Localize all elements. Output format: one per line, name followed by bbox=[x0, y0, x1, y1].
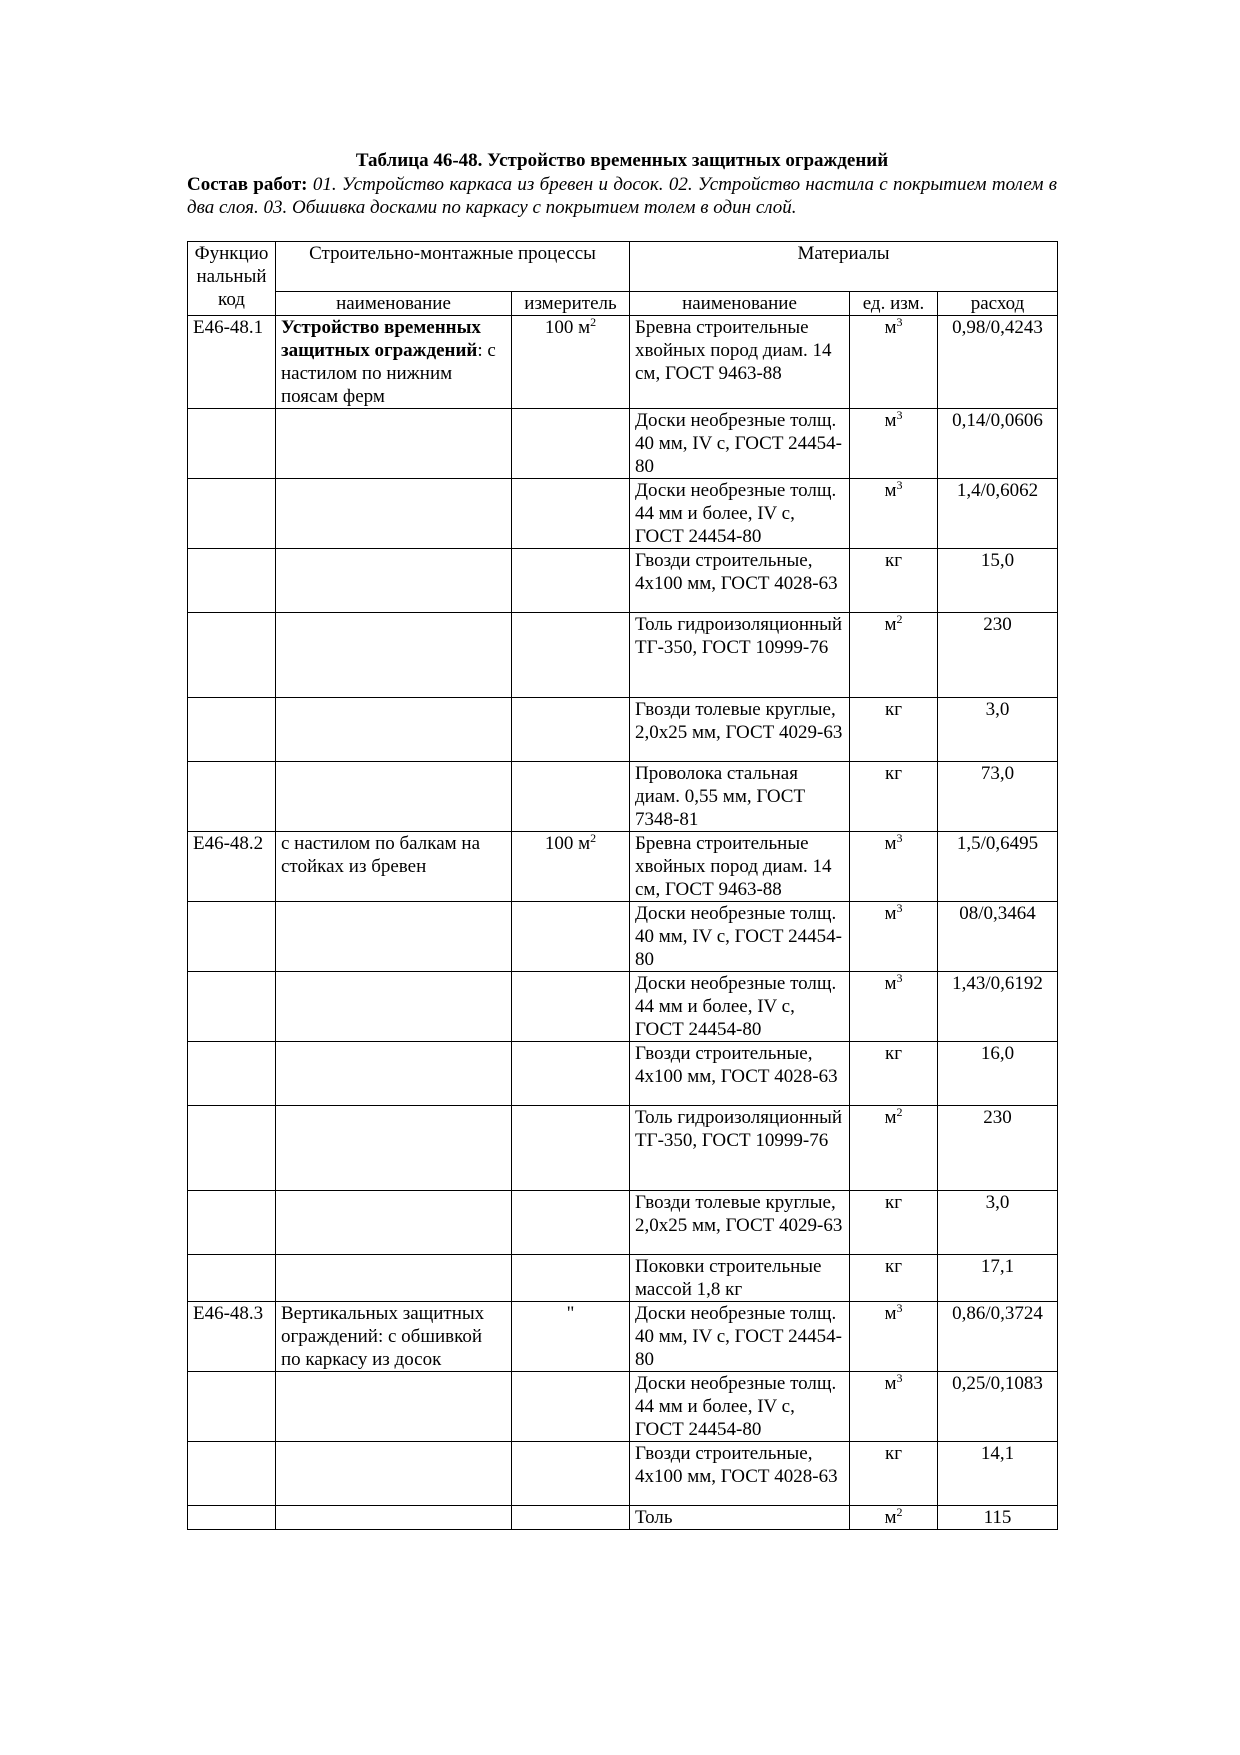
material-text: Доски необрезные толщ. 44 мм и более, IV с, ГОСТ 24454-80 bbox=[635, 480, 837, 547]
cell-material-unit bbox=[850, 902, 938, 972]
cell-material-unit bbox=[850, 613, 938, 698]
table-row bbox=[188, 1042, 1058, 1106]
material-text: Толь bbox=[635, 1507, 673, 1528]
cell-material-unit bbox=[850, 762, 938, 832]
cell-code bbox=[188, 762, 276, 832]
material-text: Гвозди толевые круглые, 2,0x25 мм, ГОСТ 4029-63 bbox=[635, 1192, 843, 1236]
unit-text: м bbox=[884, 1303, 897, 1324]
cell-process-name bbox=[276, 1506, 512, 1530]
cell-material-rate bbox=[938, 1302, 1058, 1372]
cell-material-name bbox=[630, 316, 850, 409]
cell-material-name bbox=[630, 1106, 850, 1191]
cell-material-rate bbox=[938, 1442, 1058, 1506]
cell-material-rate bbox=[938, 1255, 1058, 1302]
cell-material-name bbox=[630, 1042, 850, 1106]
cell-material-name bbox=[630, 1442, 850, 1506]
cell-material-rate bbox=[938, 1506, 1058, 1530]
composition-text: 01. Устройство каркаса из бревен и досок. 02. Устройство настила с покрытием толем в два слоя. 03. Обшивка досками по каркасу с покрытием толем в один слой. bbox=[187, 174, 1057, 218]
process-name-text: : с настилом по нижним поясам ферм bbox=[281, 340, 496, 407]
measure-text: 100 м bbox=[544, 833, 591, 854]
measure-text: 100 м bbox=[544, 317, 591, 338]
cell-code bbox=[188, 549, 276, 613]
material-text: Доски необрезные толщ. 40 мм, IV с, ГОСТ 24454-80 bbox=[635, 410, 843, 477]
material-text: Проволока стальная диам. 0,55 мм, ГОСТ 7348-81 bbox=[635, 763, 806, 830]
cell-material-unit bbox=[850, 1042, 938, 1106]
cell-process-measure bbox=[512, 832, 630, 902]
cell-process-name bbox=[276, 1372, 512, 1442]
unit-exponent: 3 bbox=[896, 315, 903, 329]
unit-exponent: 3 bbox=[896, 971, 903, 985]
rate-text: 3,0 bbox=[985, 699, 1010, 720]
rate-text: 1,5/0,6495 bbox=[956, 833, 1039, 854]
process-name-text: с настилом по балкам на стойках из бревен bbox=[281, 833, 480, 877]
unit-text: м bbox=[884, 903, 897, 924]
cell-process-measure bbox=[512, 902, 630, 972]
table-row bbox=[188, 613, 1058, 698]
unit-text: кг bbox=[884, 699, 903, 720]
material-text: Гвозди строительные, 4x100 мм, ГОСТ 4028-63 bbox=[635, 550, 838, 594]
cell-material-unit bbox=[850, 1191, 938, 1255]
cell-material-name bbox=[630, 549, 850, 613]
unit-exponent: 3 bbox=[896, 831, 903, 845]
code-text: Е46-48.2 bbox=[193, 833, 264, 854]
cell-process-name bbox=[276, 316, 512, 409]
unit-exponent: 3 bbox=[896, 478, 903, 492]
unit-text: кг bbox=[884, 763, 903, 784]
cell-process-name bbox=[276, 479, 512, 549]
cell-material-rate bbox=[938, 316, 1058, 409]
table-row bbox=[188, 1442, 1058, 1506]
unit-text: м bbox=[884, 480, 897, 501]
cell-process-name bbox=[276, 1442, 512, 1506]
unit-exponent: 3 bbox=[896, 901, 903, 915]
cell-material-unit bbox=[850, 972, 938, 1042]
cell-material-unit bbox=[850, 409, 938, 479]
cell-process-measure bbox=[512, 479, 630, 549]
code-text: Е46-48.1 bbox=[193, 317, 264, 338]
cell-code bbox=[188, 1106, 276, 1191]
cell-material-unit bbox=[850, 316, 938, 409]
cell-material-name bbox=[630, 698, 850, 762]
cell-code bbox=[188, 972, 276, 1042]
measure-exponent: 2 bbox=[590, 315, 597, 329]
cell-process-measure bbox=[512, 1506, 630, 1530]
cell-material-rate bbox=[938, 832, 1058, 902]
material-text: Бревна строительные хвойных пород диам. 14 см, ГОСТ 9463-88 bbox=[635, 833, 832, 900]
unit-text: м bbox=[884, 317, 897, 338]
cell-material-name bbox=[630, 1506, 850, 1530]
cell-process-name bbox=[276, 1042, 512, 1106]
header-processes: Строительно-монтажные процессы bbox=[276, 242, 630, 292]
header-materials: Материалы bbox=[630, 242, 1058, 292]
table-row bbox=[188, 1372, 1058, 1442]
table-row bbox=[188, 902, 1058, 972]
table-row bbox=[188, 1106, 1058, 1191]
cell-material-unit bbox=[850, 1106, 938, 1191]
rate-text: 0,14/0,0606 bbox=[952, 410, 1043, 431]
cell-code bbox=[188, 1442, 276, 1506]
cell-material-rate bbox=[938, 698, 1058, 762]
cell-code bbox=[188, 479, 276, 549]
cell-code bbox=[188, 613, 276, 698]
unit-text: кг bbox=[884, 1443, 903, 1464]
header-process-name: наименование bbox=[276, 292, 512, 316]
header-row-sub bbox=[188, 292, 1058, 316]
rate-text: 0,25/0,1083 bbox=[952, 1373, 1043, 1394]
unit-exponent: 3 bbox=[896, 1371, 903, 1385]
cell-material-name bbox=[630, 409, 850, 479]
material-text: Доски необрезные толщ. 40 мм, IV с, ГОСТ 24454-80 bbox=[635, 1303, 843, 1370]
measure-exponent: 2 bbox=[590, 831, 597, 845]
cell-process-name bbox=[276, 409, 512, 479]
process-name-bold: Устройство временных защитных ограждений bbox=[281, 317, 481, 361]
table-row bbox=[188, 832, 1058, 902]
cell-material-rate bbox=[938, 972, 1058, 1042]
cell-material-unit bbox=[850, 549, 938, 613]
header-code: Функцио нальный код bbox=[188, 242, 276, 316]
header-material-unit: ед. изм. bbox=[850, 292, 938, 316]
rate-text: 16,0 bbox=[980, 1043, 1015, 1064]
cell-process-name bbox=[276, 549, 512, 613]
cell-process-measure bbox=[512, 1042, 630, 1106]
cell-process-measure bbox=[512, 1442, 630, 1506]
cell-material-unit bbox=[850, 479, 938, 549]
cell-material-rate bbox=[938, 1191, 1058, 1255]
cell-material-name bbox=[630, 832, 850, 902]
table-row bbox=[188, 1506, 1058, 1530]
cell-process-name bbox=[276, 832, 512, 902]
cell-process-name bbox=[276, 1255, 512, 1302]
unit-exponent: 2 bbox=[896, 1105, 903, 1119]
cell-process-name bbox=[276, 902, 512, 972]
cell-code bbox=[188, 316, 276, 409]
header-material-rate: расход bbox=[938, 292, 1058, 316]
rate-text: 0,86/0,3724 bbox=[952, 1303, 1043, 1324]
cell-material-unit bbox=[850, 1442, 938, 1506]
measure-text: " bbox=[566, 1303, 575, 1324]
cell-code bbox=[188, 832, 276, 902]
unit-text: кг bbox=[884, 1043, 903, 1064]
unit-text: м bbox=[884, 833, 897, 854]
unit-text: м bbox=[884, 973, 897, 994]
cell-material-unit bbox=[850, 1372, 938, 1442]
cell-process-measure bbox=[512, 698, 630, 762]
cell-material-rate bbox=[938, 1372, 1058, 1442]
unit-exponent: 2 bbox=[896, 612, 903, 626]
material-text: Бревна строительные хвойных пород диам. 14 см, ГОСТ 9463-88 bbox=[635, 317, 832, 384]
cell-process-name bbox=[276, 1302, 512, 1372]
cell-material-unit bbox=[850, 698, 938, 762]
cell-process-measure bbox=[512, 1302, 630, 1372]
cell-material-name bbox=[630, 972, 850, 1042]
cell-code bbox=[188, 698, 276, 762]
material-text: Толь гидроизоляционный ТГ-350, ГОСТ 10999-76 bbox=[635, 1107, 843, 1151]
cell-process-measure bbox=[512, 972, 630, 1042]
composition-lead: Состав работ: bbox=[187, 174, 308, 195]
rate-text: 73,0 bbox=[980, 763, 1015, 784]
unit-text: м bbox=[884, 1373, 897, 1394]
cell-code bbox=[188, 1302, 276, 1372]
rate-text: 17,1 bbox=[980, 1256, 1015, 1277]
cell-material-name bbox=[630, 613, 850, 698]
material-text: Доски необрезные толщ. 40 мм, IV с, ГОСТ 24454-80 bbox=[635, 903, 843, 970]
rate-text: 230 bbox=[983, 1107, 1012, 1128]
table-row bbox=[188, 479, 1058, 549]
cell-material-name bbox=[630, 479, 850, 549]
material-text: Доски необрезные толщ. 44 мм и более, IV с, ГОСТ 24454-80 bbox=[635, 973, 837, 1040]
material-text: Гвозди строительные, 4x100 мм, ГОСТ 4028-63 bbox=[635, 1043, 838, 1087]
cell-material-rate bbox=[938, 1106, 1058, 1191]
cell-material-name bbox=[630, 1302, 850, 1372]
cell-material-unit bbox=[850, 1255, 938, 1302]
cell-material-name bbox=[630, 902, 850, 972]
cell-process-name bbox=[276, 613, 512, 698]
table-row bbox=[188, 1255, 1058, 1302]
unit-exponent: 3 bbox=[896, 1301, 903, 1315]
table-row bbox=[188, 1191, 1058, 1255]
table-row bbox=[188, 972, 1058, 1042]
code-text: Е46-48.3 bbox=[193, 1303, 264, 1324]
cell-material-rate bbox=[938, 1042, 1058, 1106]
rate-text: 230 bbox=[983, 614, 1012, 635]
cell-material-rate bbox=[938, 479, 1058, 549]
table-row bbox=[188, 316, 1058, 409]
cell-material-rate bbox=[938, 762, 1058, 832]
header-process-measure: измеритель bbox=[512, 292, 630, 316]
table-title: Таблица 46-48. Устройство временных защитных ограждений bbox=[355, 150, 889, 171]
cell-process-measure bbox=[512, 1106, 630, 1191]
unit-text: кг bbox=[884, 550, 903, 571]
material-text: Доски необрезные толщ. 44 мм и более, IV с, ГОСТ 24454-80 bbox=[635, 1373, 837, 1440]
rate-text: 08/0,3464 bbox=[959, 903, 1036, 924]
work-composition bbox=[187, 173, 1057, 219]
table-row bbox=[188, 698, 1058, 762]
unit-exponent: 2 bbox=[896, 1505, 903, 1519]
cell-code bbox=[188, 1372, 276, 1442]
cell-material-name bbox=[630, 1255, 850, 1302]
table-row bbox=[188, 409, 1058, 479]
cell-process-measure bbox=[512, 409, 630, 479]
cell-material-rate bbox=[938, 549, 1058, 613]
table-row bbox=[188, 1302, 1058, 1372]
cell-process-measure bbox=[512, 1372, 630, 1442]
cell-code bbox=[188, 1042, 276, 1106]
cell-process-measure bbox=[512, 316, 630, 409]
cell-process-measure bbox=[512, 613, 630, 698]
rate-text: 1,4/0,6062 bbox=[956, 480, 1039, 501]
cell-process-measure bbox=[512, 1191, 630, 1255]
cell-process-measure bbox=[512, 1255, 630, 1302]
material-text: Гвозди строительные, 4x100 мм, ГОСТ 4028-63 bbox=[635, 1443, 838, 1487]
table-row bbox=[188, 762, 1058, 832]
rate-text: 1,43/0,6192 bbox=[952, 973, 1043, 994]
cell-process-name bbox=[276, 1191, 512, 1255]
unit-text: кг bbox=[884, 1192, 903, 1213]
cell-code bbox=[188, 409, 276, 479]
process-name-text: Вертикальных защитных ограждений: с обшивкой по каркасу из досок bbox=[281, 1303, 485, 1370]
cell-process-measure bbox=[512, 549, 630, 613]
unit-text: м bbox=[884, 614, 897, 635]
unit-text: м bbox=[884, 1107, 897, 1128]
cell-code bbox=[188, 1506, 276, 1530]
cell-material-rate bbox=[938, 613, 1058, 698]
cell-process-name bbox=[276, 698, 512, 762]
cell-process-name bbox=[276, 1106, 512, 1191]
cell-material-name bbox=[630, 1191, 850, 1255]
header-material-name: наименование bbox=[630, 292, 850, 316]
rate-text: 3,0 bbox=[985, 1192, 1010, 1213]
unit-exponent: 3 bbox=[896, 408, 903, 422]
cell-material-unit bbox=[850, 1302, 938, 1372]
cell-material-rate bbox=[938, 902, 1058, 972]
cell-process-name bbox=[276, 762, 512, 832]
cell-material-rate bbox=[938, 409, 1058, 479]
norms-table bbox=[187, 241, 1058, 1530]
material-text: Толь гидроизоляционный ТГ-350, ГОСТ 10999-76 bbox=[635, 614, 843, 658]
cell-process-measure bbox=[512, 762, 630, 832]
cell-code bbox=[188, 1255, 276, 1302]
unit-text: м bbox=[884, 1507, 897, 1528]
header-row-top bbox=[188, 242, 1058, 292]
cell-process-name bbox=[276, 972, 512, 1042]
material-text: Гвозди толевые круглые, 2,0x25 мм, ГОСТ 4029-63 bbox=[635, 699, 843, 743]
cell-code bbox=[188, 1191, 276, 1255]
cell-code bbox=[188, 902, 276, 972]
table-row bbox=[188, 549, 1058, 613]
rate-text: 15,0 bbox=[980, 550, 1015, 571]
unit-text: м bbox=[884, 410, 897, 431]
cell-material-unit bbox=[850, 832, 938, 902]
material-text: Поковки строительные массой 1,8 кг bbox=[635, 1256, 822, 1300]
unit-text: кг bbox=[884, 1256, 903, 1277]
cell-material-name bbox=[630, 1372, 850, 1442]
rate-text: 14,1 bbox=[980, 1443, 1015, 1464]
rate-text: 115 bbox=[983, 1507, 1012, 1528]
cell-material-unit bbox=[850, 1506, 938, 1530]
cell-material-name bbox=[630, 762, 850, 832]
rate-text: 0,98/0,4243 bbox=[952, 317, 1043, 338]
